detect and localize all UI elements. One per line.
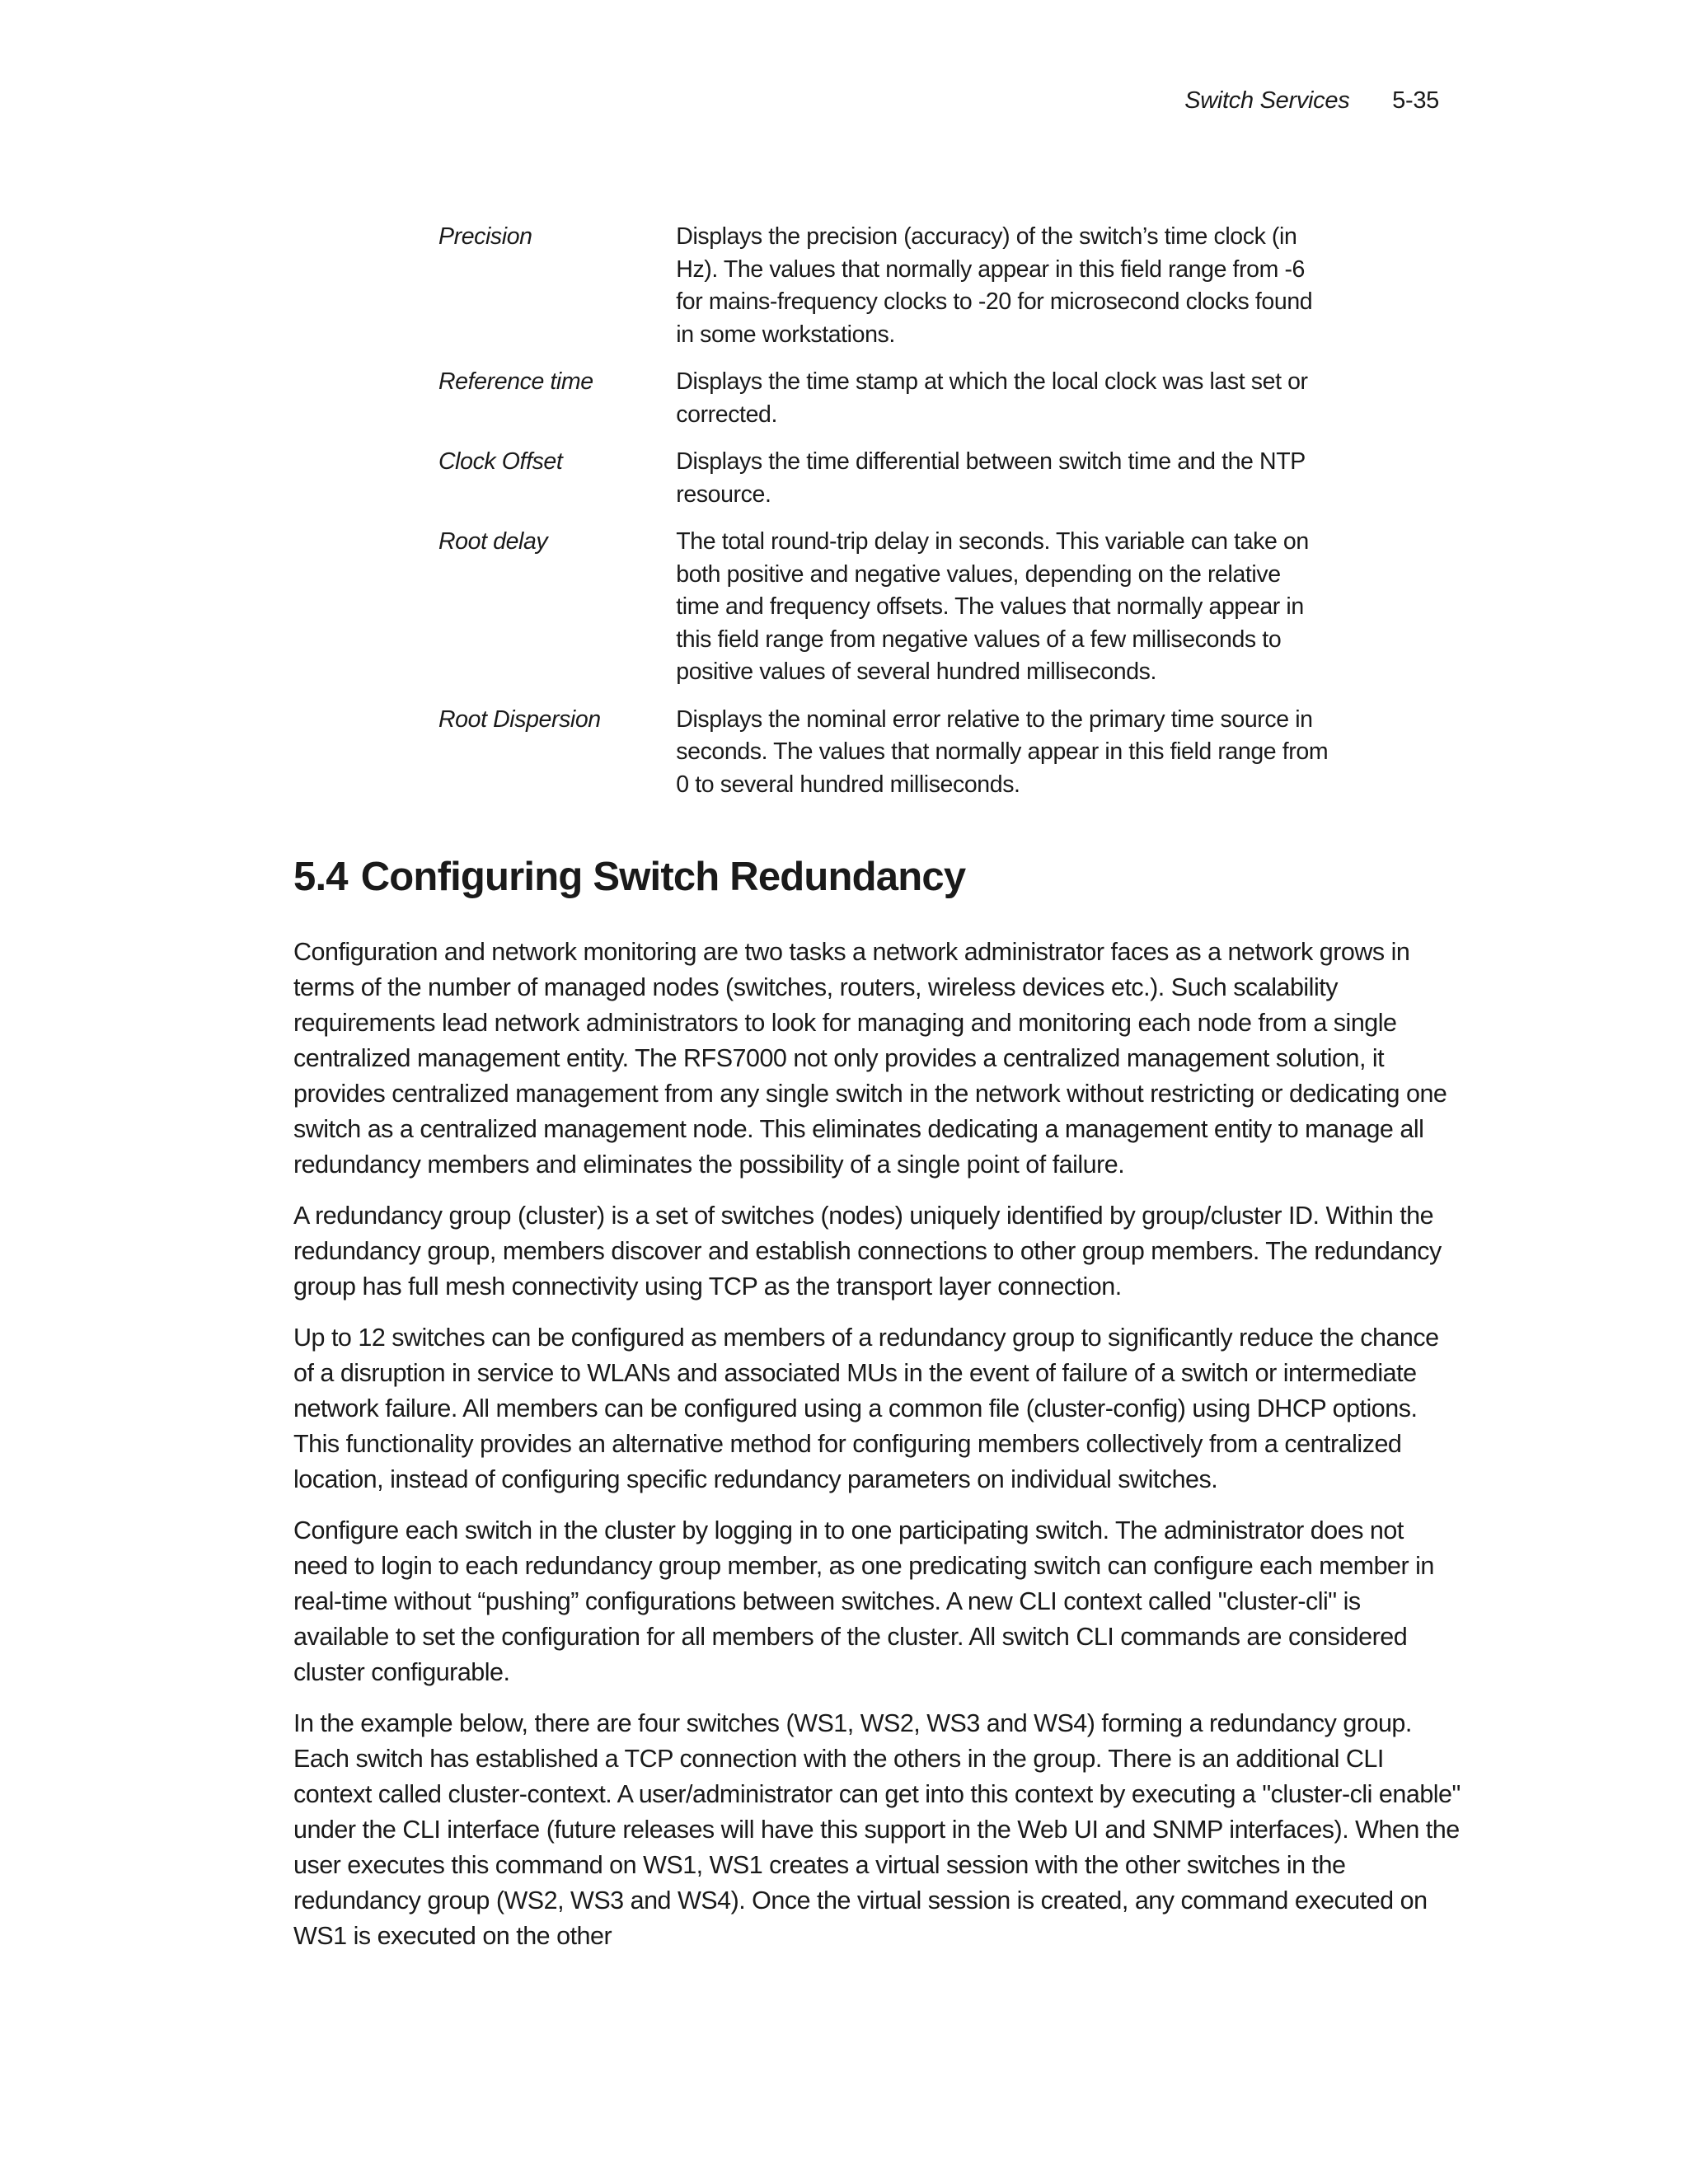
definition-term: Root delay [438,528,548,555]
definition-term: Clock Offset [438,448,563,475]
definition-term: Precision [438,223,532,250]
definition-term: Reference time [438,368,593,395]
running-header [1184,87,1439,115]
definition-description: Displays the time differential between switch time and the NTP resource. [676,448,1306,508]
definition-term: Root Dispersion [438,705,601,733]
definition-row [438,704,1329,817]
body-paragraph: Configure each switch in the cluster by logging in to one participating switch. The administrator does not need to login to each redundancy group member, as one predicating switch can configure each member in real-time without “pushing” configurations between switches. A new CLI context called "cluster-cli" is available to set the configuration for all members of the cluster. All switch CLI commands are considered cluster configurable. [293,1516,1434,1686]
definition-description: Displays the time stamp at which the local clock was last set or corrected. [676,368,1308,428]
body-paragraph: Up to 12 switches can be configured as members of a redundancy group to significantly reduce the chance of a disruption in service to WLANs and associated MUs in the event of failure of a switch or intermediate network failure. All members can be configured using a common file (cluster-config) using DHCP options. This functionality provides an alternative method for configuring members collectively from a centralized location, instead of configuring specific redundancy parameters on individual switches. [293,1324,1439,1493]
definition-table [438,221,1329,816]
section-number: 5.4 [293,855,348,899]
definition-description: Displays the nominal error relative to the primary time source in seconds. The values that normally appear in this field range from 0 to several hundred milliseconds. [676,705,1329,798]
definition-row [438,366,1329,446]
body-paragraph: A redundancy group (cluster) is a set of switches (nodes) uniquely identified by group/cluster ID. Within the redundancy group, members discover and establish connections to other group members. The redundancy group has full mesh connectivity using TCP as the transport layer connection. [293,1202,1442,1301]
body-paragraph: Configuration and network monitoring are two tasks a network administrator faces as a network grows in terms of the number of managed nodes (switches, routers, wireless devices etc.). Such scalability requirements lead network administrators to look for managing and monitoring each node from a single centralized management entity. The RFS7000 not only provides a centralized management solution, it provides centralized management from any single switch in the network without restricting or dedicating one switch as a centralized management node. This eliminates dedicating a management entity to manage all redundancy members and eliminates the possibility of a single point of failure. [293,938,1447,1179]
definition-description: The total round-trip delay in seconds. This variable can take on both positive and negative values, depending on the relative time and frequency offsets. The values that normally appear in this field range from negative values of a few milliseconds to positive values of several hundred milliseconds. [676,528,1309,685]
section-title: Configuring Switch Redundancy [360,855,966,899]
definition-row [438,446,1329,526]
definition-description: Displays the precision (accuracy) of the switch’s time clock (in Hz). The values that normally appear in this field range from -6 for mains-frequency clocks to -20 for microsecond clocks found in some workstations. [676,223,1313,348]
running-header-section: Switch Services [1184,87,1350,114]
section-body [293,935,1462,1970]
definition-row [438,526,1329,704]
body-paragraph: In the example below, there are four switches (WS1, WS2, WS3 and WS4) forming a redundancy group. Each switch has established a TCP connection with the others in the group. There is an additional CLI context called cluster-context. A user/administrator can get into this context by executing a "cluster-cli enable" under the CLI interface (future releases will have this support in the Web UI and SNMP interfaces). When the user executes this command on WS1, WS1 creates a virtual session with the other switches in the redundancy group (WS2, WS3 and WS4). Once the virtual session is created, any command executed on WS1 is executed on the other [293,1709,1461,1950]
section-heading [293,854,965,900]
definition-row [438,221,1329,366]
page-number: 5-35 [1392,87,1439,114]
